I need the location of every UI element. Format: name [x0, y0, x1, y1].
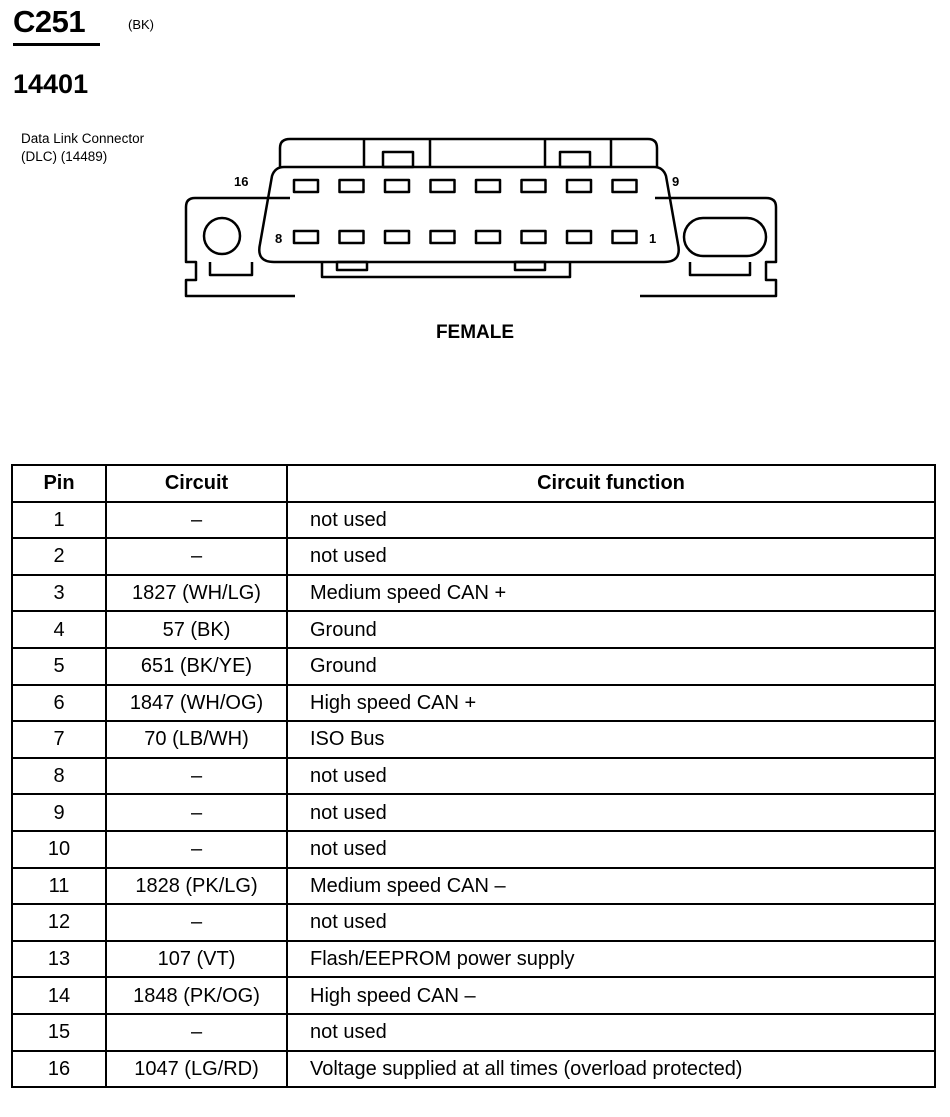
pin-label-9: 9: [672, 174, 680, 189]
pin-socket: [385, 231, 409, 243]
table-row: [12, 721, 935, 758]
pin-cell: 14: [12, 977, 106, 1014]
table-row: [12, 977, 935, 1014]
circuit-function-cell: High speed CAN +: [287, 685, 935, 722]
circuit-cell: 1047 (LG/RD): [106, 1051, 287, 1088]
circuit-function-cell: Medium speed CAN +: [287, 575, 935, 612]
circuit-function-cell: Ground: [287, 611, 935, 648]
pin-socket: [613, 231, 637, 243]
connector-top-tab: [280, 139, 657, 167]
pinout-table: [11, 464, 936, 1088]
pin-cell: 3: [12, 575, 106, 612]
pin-cell: 15: [12, 1014, 106, 1051]
connector-name: Data Link Connector (DLC) (14489): [21, 131, 145, 164]
header-circuit: Circuit: [106, 465, 287, 502]
table-row: [12, 538, 935, 575]
pin-row-bottom: [294, 231, 637, 243]
header-circuit-function: Circuit function: [287, 465, 935, 502]
pin-socket: [340, 180, 364, 192]
circuit-cell: –: [106, 794, 287, 831]
pin-cell: 7: [12, 721, 106, 758]
right-mounting-ear: [640, 198, 776, 296]
bottom-latch-left: [337, 262, 367, 270]
connector-gender: FEMALE: [435, 322, 515, 343]
circuit-function-cell: not used: [287, 758, 935, 795]
connector-id-underline: [13, 43, 100, 46]
circuit-function-cell: not used: [287, 502, 935, 539]
pin-cell: 9: [12, 794, 106, 831]
connector-color: (BK): [128, 17, 154, 32]
left-mounting-hole: [204, 218, 240, 254]
header-pin: Pin: [12, 465, 106, 502]
pin-socket: [567, 231, 591, 243]
circuit-cell: 107 (VT): [106, 941, 287, 978]
circuit-cell: 70 (LB/WH): [106, 721, 287, 758]
pin-row-top: [294, 180, 637, 192]
circuit-cell: 1848 (PK/OG): [106, 977, 287, 1014]
table-row: [12, 941, 935, 978]
circuit-cell: –: [106, 502, 287, 539]
circuit-function-cell: not used: [287, 538, 935, 575]
pin-socket: [385, 180, 409, 192]
table-row: [12, 758, 935, 795]
circuit-function-cell: Flash/EEPROM power supply: [287, 941, 935, 978]
pin-socket: [522, 231, 546, 243]
table-header-row: [12, 465, 935, 502]
circuit-cell: 1827 (WH/LG): [106, 575, 287, 612]
pin-socket: [476, 231, 500, 243]
table-row: [12, 502, 935, 539]
circuit-function-cell: ISO Bus: [287, 721, 935, 758]
table-row: [12, 904, 935, 941]
table-row: [12, 575, 935, 612]
harness-id: 14401: [13, 69, 89, 99]
circuit-function-cell: Medium speed CAN –: [287, 868, 935, 905]
pin-cell: 6: [12, 685, 106, 722]
bottom-latch-right: [515, 262, 545, 270]
pin-socket: [431, 231, 455, 243]
pin-cell: 5: [12, 648, 106, 685]
circuit-cell: 57 (BK): [106, 611, 287, 648]
table-row: [12, 1051, 935, 1088]
pin-cell: 11: [12, 868, 106, 905]
pin-socket: [431, 180, 455, 192]
circuit-cell: –: [106, 831, 287, 868]
pin-socket: [522, 180, 546, 192]
pin-cell: 13: [12, 941, 106, 978]
circuit-function-cell: not used: [287, 794, 935, 831]
pin-label-8: 8: [275, 231, 283, 246]
circuit-function-cell: High speed CAN –: [287, 977, 935, 1014]
pin-cell: 10: [12, 831, 106, 868]
left-ear-notch: [210, 262, 252, 275]
pin-socket: [567, 180, 591, 192]
pin-socket: [294, 180, 318, 192]
circuit-function-cell: not used: [287, 831, 935, 868]
top-latch-right: [560, 152, 590, 167]
connector-diagram: [0, 130, 950, 310]
table-row: [12, 794, 935, 831]
circuit-function-cell: Ground: [287, 648, 935, 685]
left-mounting-ear: [186, 198, 295, 296]
pin-label-1: 1: [649, 231, 657, 246]
circuit-cell: 651 (BK/YE): [106, 648, 287, 685]
circuit-function-cell: not used: [287, 904, 935, 941]
connector-id: C251: [13, 4, 86, 39]
pin-cell: 8: [12, 758, 106, 795]
pin-socket: [476, 180, 500, 192]
top-latch-left: [383, 152, 413, 167]
table-row: [12, 685, 935, 722]
right-mounting-slot: [684, 218, 766, 256]
table-row: [12, 611, 935, 648]
pin-socket: [294, 231, 318, 243]
right-ear-notch: [690, 262, 750, 275]
circuit-cell: 1828 (PK/LG): [106, 868, 287, 905]
pin-cell: 16: [12, 1051, 106, 1088]
table-row: [12, 868, 935, 905]
pin-socket: [340, 231, 364, 243]
circuit-cell: –: [106, 538, 287, 575]
table-row: [12, 1014, 935, 1051]
circuit-cell: –: [106, 1014, 287, 1051]
table-row: [12, 831, 935, 868]
circuit-cell: 1847 (WH/OG): [106, 685, 287, 722]
circuit-cell: –: [106, 758, 287, 795]
pin-cell: 2: [12, 538, 106, 575]
circuit-cell: –: [106, 904, 287, 941]
circuit-function-cell: Voltage supplied at all times (overload protected): [287, 1051, 935, 1088]
pin-cell: 4: [12, 611, 106, 648]
pin-socket: [613, 180, 637, 192]
pin-label-16: 16: [234, 174, 249, 189]
circuit-function-cell: not used: [287, 1014, 935, 1051]
pin-cell: 1: [12, 502, 106, 539]
table-row: [12, 648, 935, 685]
pin-cell: 12: [12, 904, 106, 941]
